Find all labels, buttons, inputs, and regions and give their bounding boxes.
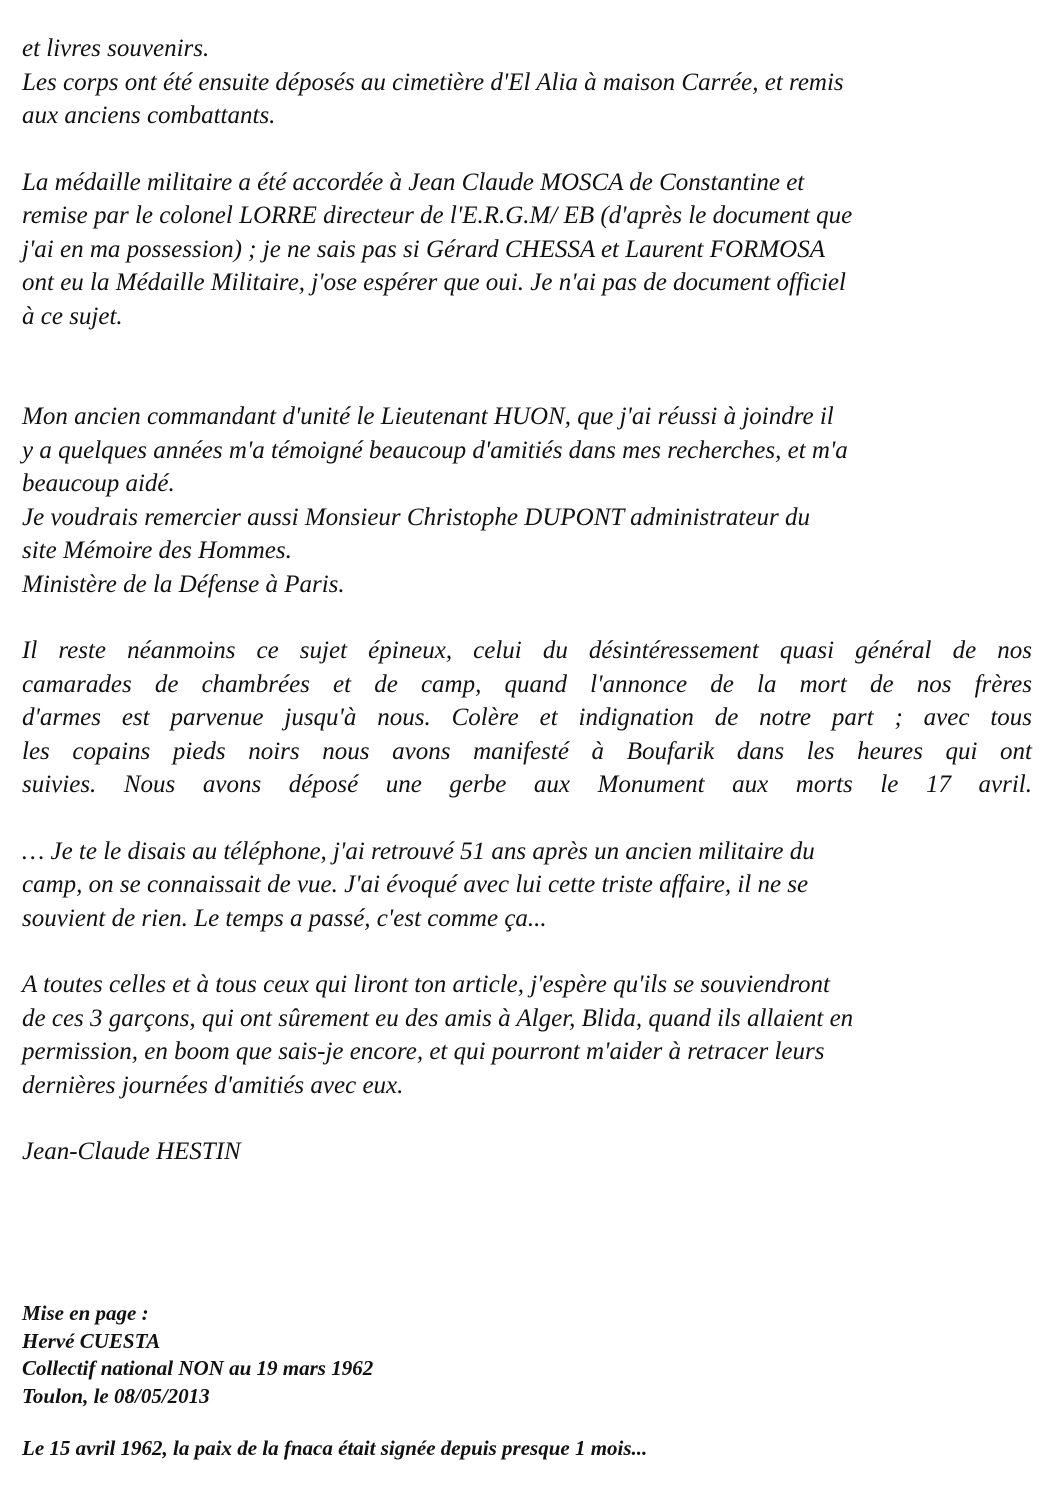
- footer-line: Mise en page :: [22, 1301, 149, 1325]
- letter-body: [22, 32, 1032, 1169]
- paragraph-thanks: [22, 400, 1032, 601]
- text-line: aux anciens combattants.: [22, 102, 276, 129]
- paragraph-appeal: [22, 968, 1032, 1102]
- text-line: … Je te le disais au téléphone, j'ai retrouvé 51 ans après un ancien militaire du: [22, 837, 815, 865]
- paragraph-phone: [22, 835, 1032, 936]
- text-line: camp, on se connaissait de vue. J'ai évoqué avec lui cette triste affaire, il ne se: [22, 871, 809, 898]
- text-line: Ministère de la Défense à Paris.: [22, 570, 345, 598]
- text-line: A toutes celles et à tous ceux qui liront ton article, j'espère qu'ils se souviendront: [22, 971, 831, 998]
- footer-credits: [22, 1300, 647, 1463]
- paragraph-medal: [22, 166, 1032, 334]
- text-line: suivies. Nous avons déposé une gerbe aux Monument aux morts le 17 avril.: [22, 771, 1032, 798]
- text-line: j'ai en ma possession) ; je ne sais pas si Gérard CHESSA et Laurent FORMOSA: [22, 235, 825, 263]
- letter-page: [22, 32, 1032, 1169]
- text-line: Je voudrais remercier aussi Monsieur Christophe DUPONT administrateur du: [22, 503, 810, 531]
- text-line: Les corps ont été ensuite déposés au cimetière d'El Alia à maison Carrée, et remis: [22, 68, 844, 96]
- paragraph-burial: [22, 32, 1032, 133]
- footer-line: Collectif national NON au 19 mars 1962: [22, 1356, 374, 1380]
- footer-line: Toulon, le 08/05/2013: [22, 1383, 210, 1408]
- text-line: La médaille militaire a été accordée à Jean Claude MOSCA de Constantine et: [22, 168, 805, 196]
- footer-closing: Le 15 avril 1962, la paix de la fnaca était signée depuis presque 1 mois...: [22, 1436, 648, 1460]
- text-line: à ce sujet.: [22, 302, 123, 330]
- text-line: ont eu la Médaille Militaire, j'ose espérer que oui. Je n'ai pas de document officiel: [22, 269, 846, 296]
- text-line: dernières journées d'amitiés avec eux.: [22, 1071, 404, 1099]
- text-line: et livres souvenirs.: [22, 35, 210, 62]
- text-line: permission, en boom que sais-je encore, et qui pourront m'aider à retracer leurs: [22, 1038, 825, 1065]
- footer-line: Hervé CUESTA: [22, 1328, 161, 1353]
- text-line: souvient de rien. Le temps a passé, c'est comme ça...: [22, 904, 547, 932]
- paragraph-indignation: [22, 634, 1032, 802]
- text-line: les copains pieds noirs nous avons manifesté à Boufarik dans les heures qui ont: [22, 737, 1032, 765]
- text-line: d'armes est parvenue jusqu'à nous. Colère et indignation de notre part ; avec tous: [22, 704, 1032, 731]
- text-line: remise par le colonel LORRE directeur de l'E.R.G.M/ EB (d'après le document que: [22, 202, 853, 229]
- text-line: camarades de chambrées et de camp, quand l'annonce de la mort de nos frères: [22, 670, 1032, 698]
- text-line: beaucoup aidé.: [22, 470, 175, 497]
- text-line: y a quelques années m'a témoigné beaucoup d'amitiés dans mes recherches, et m'a: [22, 436, 848, 464]
- signature: Jean-Claude HESTIN: [22, 1138, 241, 1165]
- text-line: site Mémoire des Hommes.: [22, 537, 292, 564]
- text-line: de ces 3 garçons, qui ont sûrement eu des amis à Alger, Blida, quand ils allaient en: [22, 1004, 854, 1032]
- text-line: Mon ancien commandant d'unité le Lieutenant HUON, que j'ai réussi à joindre il: [22, 403, 834, 430]
- text-line: Il reste néanmoins ce sujet épineux, celui du désintéressement quasi général de nos: [22, 637, 1032, 664]
